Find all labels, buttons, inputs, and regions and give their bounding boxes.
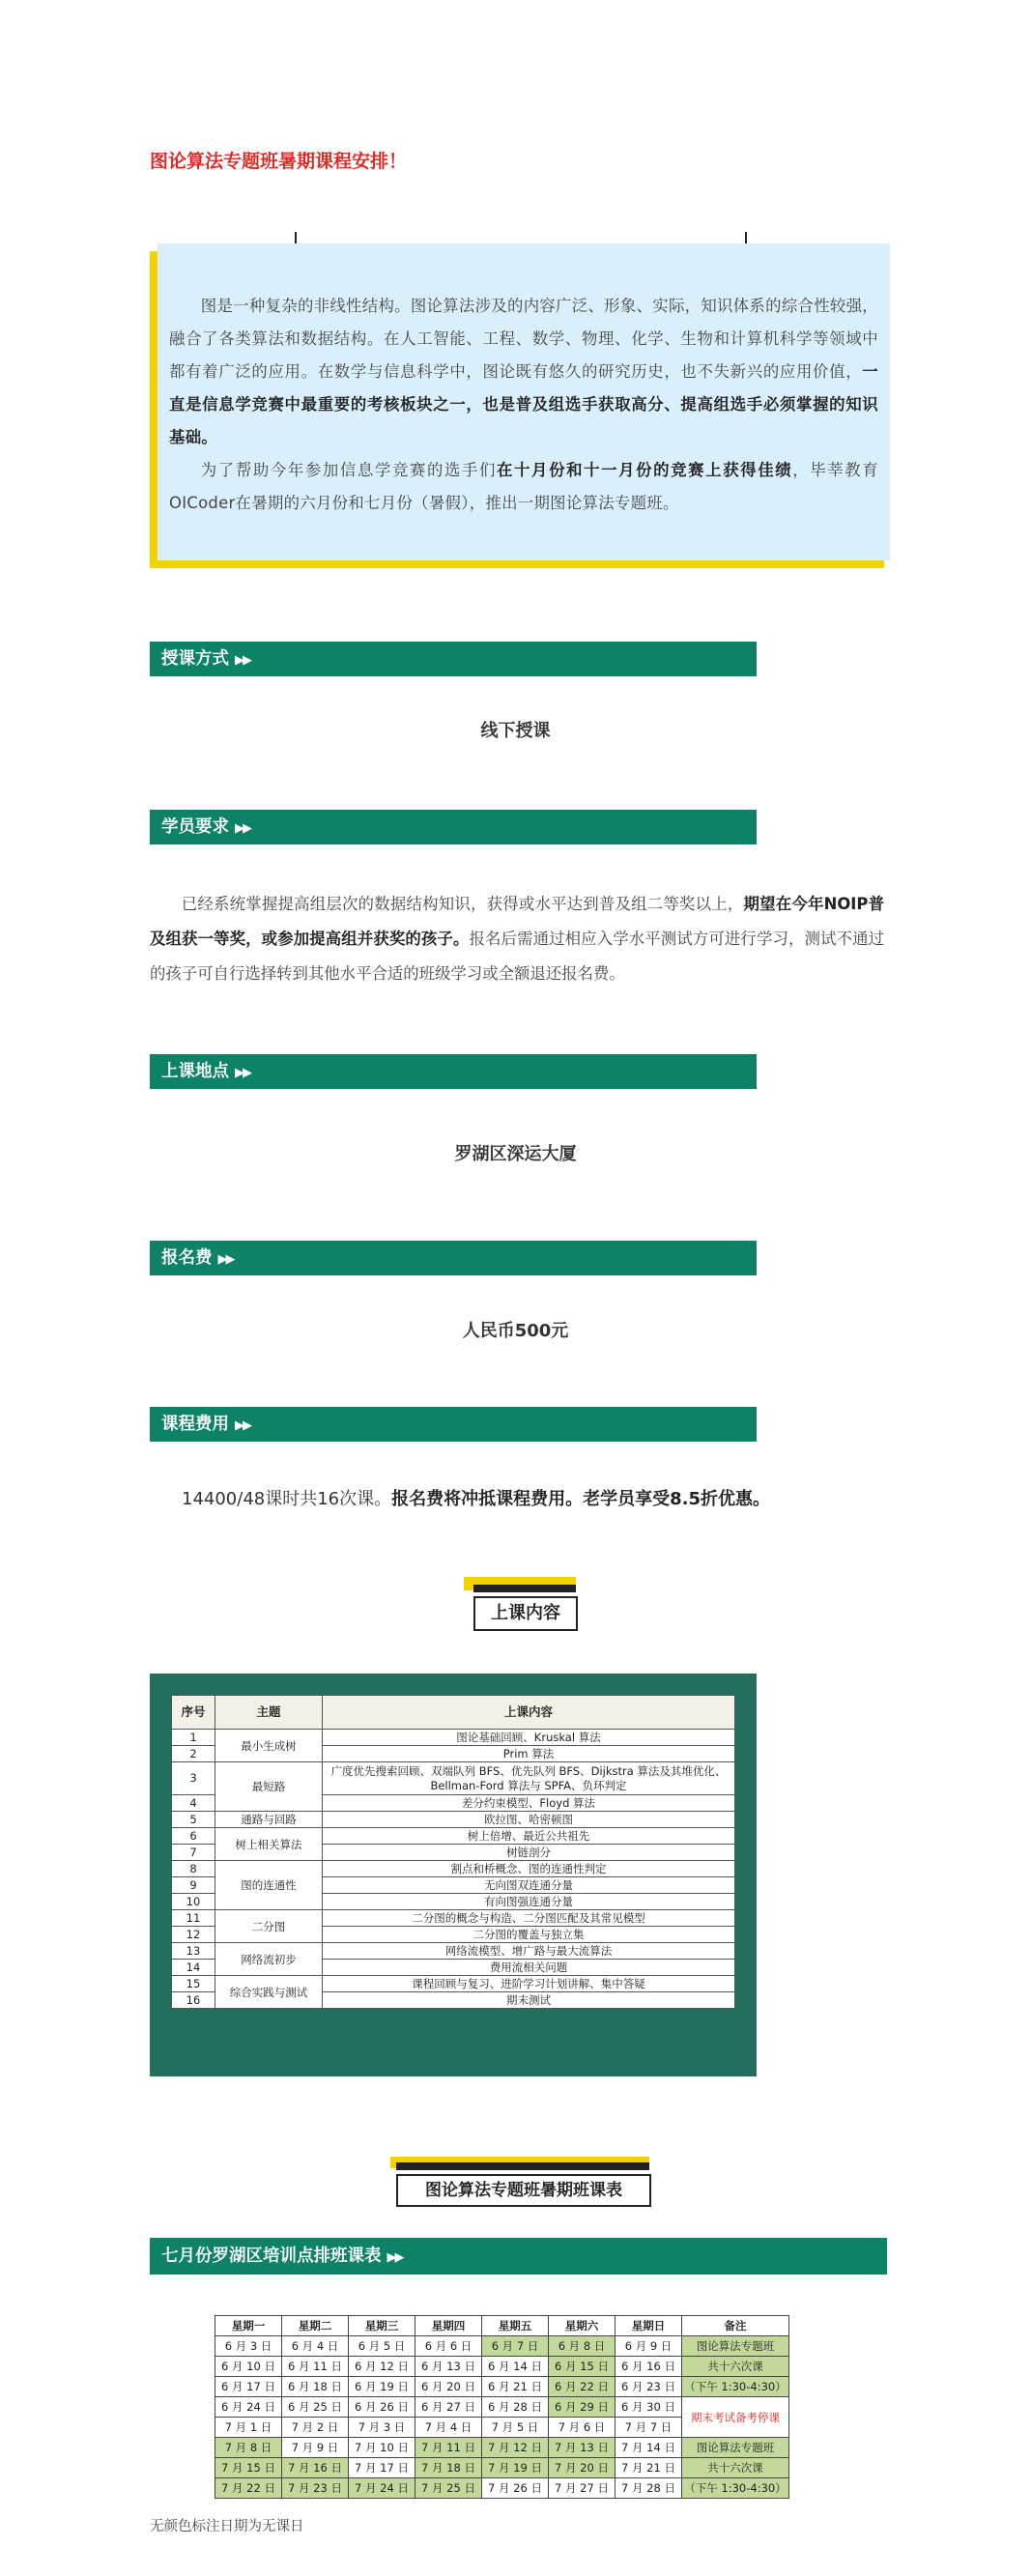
date-cell: 6 月 12 日 [349,2357,415,2377]
cell-index: 10 [172,1894,215,1910]
cell-content: 树链剖分 [323,1845,735,1861]
date-cell: 6 月 27 日 [415,2397,482,2418]
location-value: 罗湖区深运大厦 [454,1144,577,1164]
date-cell-class: 7 月 16 日 [282,2458,349,2478]
cell-index: 16 [172,1992,215,2009]
cell-content: 差分约束模型、Floyd 算法 [323,1795,735,1812]
date-cell: 6 月 30 日 [616,2397,682,2418]
arrow-icon: ▶▶ [235,1418,250,1433]
schedule-table [215,2315,789,2499]
intro-bold: 一直是信息学竞赛中最重要的考核板块之一，也是普及组选手获取高分、提高组选手必须掌握的知识基础。 [169,362,878,446]
arrow-icon: ▶▶ [235,821,250,836]
date-cell: 6 月 10 日 [215,2357,282,2377]
note-cell: （下午 1:30-4:30） [682,2478,789,2499]
date-cell: 6 月 16 日 [616,2357,682,2377]
section-title: 授课方式 [161,649,229,669]
cell-content: 费用流相关问题 [323,1960,735,1976]
content-label: 上课内容 [473,1596,578,1631]
date-cell-class: 7 月 19 日 [482,2458,549,2478]
date-cell-class: 7 月 11 日 [415,2438,482,2458]
section-title: 报名费 [161,1248,213,1268]
date-cell-class: 7 月 12 日 [482,2438,549,2458]
date-cell: 7 月 17 日 [349,2458,415,2478]
schedule-label-dark-accent [396,2162,649,2170]
date-cell: 7 月 7 日 [616,2418,682,2438]
date-cell: 6 月 25 日 [282,2397,349,2418]
footnote: 无颜色标注日期为无课日 [150,2519,304,2534]
table-row [172,1762,735,1795]
date-cell: 6 月 20 日 [415,2377,482,2397]
cell-index: 3 [172,1762,215,1795]
date-cell-class: 6 月 29 日 [549,2397,616,2418]
requirement-bold: 期望在今年NOIP普及组获一等奖，或参加提高组并获奖的孩子。 [150,895,885,948]
table-row [215,2357,789,2377]
cell-content: 欧拉图、哈密顿图 [323,1812,735,1828]
header-note: 备注 [682,2316,789,2336]
note-cell: 共十六次课 [682,2458,789,2478]
date-cell-class: 6 月 22 日 [549,2377,616,2397]
section-bar-requirement [150,810,757,844]
date-cell: 6 月 17 日 [215,2377,282,2397]
cell-index: 8 [172,1861,215,1877]
table-row [172,1730,735,1746]
arrow-icon: ▶▶ [387,2250,403,2265]
header-day: 星期六 [549,2316,616,2336]
date-cell: 6 月 6 日 [415,2336,482,2357]
date-cell: 7 月 27 日 [549,2478,616,2499]
date-cell: 6 月 3 日 [215,2336,282,2357]
requirement-text [150,887,884,991]
date-cell: 7 月 3 日 [349,2418,415,2438]
date-cell: 6 月 18 日 [282,2377,349,2397]
header-content: 上课内容 [323,1696,735,1730]
arrow-icon: ▶▶ [217,1252,234,1267]
schedule-bar-title: 七月份罗湖区培训点排班课表 [161,2247,382,2266]
section-title: 学员要求 [161,817,229,837]
cell-topic: 树上相关算法 [215,1828,323,1861]
content-table-frame [150,1674,757,2076]
date-cell-class: 7 月 15 日 [215,2458,282,2478]
date-cell-class: 6 月 8 日 [549,2336,616,2357]
table-row [172,1910,735,1927]
date-cell-class: 7 月 24 日 [349,2478,415,2499]
section-bar-course-fee [150,1407,757,1442]
cell-content: 二分图的概念与构造、二分图匹配及其常见模型 [323,1910,735,1927]
date-cell: 6 月 19 日 [349,2377,415,2397]
date-cell-class: 7 月 22 日 [215,2478,282,2499]
date-cell: 7 月 21 日 [616,2458,682,2478]
cell-index: 2 [172,1746,215,1762]
section-bar-mode [150,642,757,676]
cell-topic: 图的连通性 [215,1861,323,1910]
intro-text: 为了帮助今年参加信息学竞赛的选手们 [200,461,498,479]
date-cell: 6 月 21 日 [482,2377,549,2397]
note-cell-exam: 期末考试备考停课 [682,2397,789,2438]
date-cell-class: 6 月 15 日 [549,2357,616,2377]
table-row [215,2478,789,2499]
date-cell: 6 月 23 日 [616,2377,682,2397]
course-fee-text [182,1485,770,1510]
table-row [172,1812,735,1828]
table-row [215,2458,789,2478]
mode-value: 线下授课 [480,721,551,741]
cell-topic: 二分图 [215,1910,323,1943]
cell-content: 期末测试 [323,1992,735,2009]
intro-text: ，毕莘教育OICoder在暑期的六月份和七月份（暑假），推出一期图论算法专题班。 [169,461,879,512]
header-day: 星期二 [282,2316,349,2336]
header-day: 星期一 [215,2316,282,2336]
date-cell: 7 月 9 日 [282,2438,349,2458]
course-fee-part: 14400/48课时共16次课。 [182,1489,392,1509]
header-day: 星期五 [482,2316,549,2336]
cell-content: Prim 算法 [323,1746,735,1762]
note-cell: 图论算法专题班 [682,2438,789,2458]
note-cell: 共十六次课 [682,2357,789,2377]
cell-index: 12 [172,1927,215,1943]
header-day: 星期四 [415,2316,482,2336]
content-table-header [172,1696,735,1730]
intro-box [158,243,890,560]
date-cell: 7 月 5 日 [482,2418,549,2438]
date-cell: 7 月 28 日 [616,2478,682,2499]
date-cell: 6 月 4 日 [282,2336,349,2357]
cell-topic: 网络流初步 [215,1943,323,1976]
cell-topic: 综合实践与测试 [215,1976,323,2009]
course-fee-bold: 报名费将冲抵课程费用。老学员享受8.5折优惠。 [391,1489,771,1509]
arrow-icon: ▶▶ [235,1066,250,1080]
intro-paragraph-2 [169,454,878,520]
date-cell: 6 月 26 日 [349,2397,415,2418]
date-cell: 6 月 28 日 [482,2397,549,2418]
cell-topic: 最短路 [215,1762,323,1812]
header-day: 星期三 [349,2316,415,2336]
table-row [172,1828,735,1845]
signup-fee-value: 人民币500元 [462,1321,569,1341]
schedule-header [215,2316,789,2336]
cell-index: 13 [172,1943,215,1960]
cell-content: 课程回顾与复习、进阶学习计划讲解、集中答疑 [323,1976,735,1992]
header-day: 星期日 [616,2316,682,2336]
date-cell-class: 7 月 13 日 [549,2438,616,2458]
date-cell: 6 月 24 日 [215,2397,282,2418]
cell-content: 网络流模型、增广路与最大流算法 [323,1943,735,1960]
date-cell-class: 7 月 8 日 [215,2438,282,2458]
section-title: 课程费用 [161,1415,229,1434]
cell-index: 7 [172,1845,215,1861]
cell-index: 5 [172,1812,215,1828]
schedule-label: 图论算法专题班暑期班课表 [396,2174,651,2207]
table-row [172,1861,735,1877]
header-index: 序号 [172,1696,215,1730]
date-cell-class: 7 月 25 日 [415,2478,482,2499]
table-row [215,2397,789,2418]
cell-content: 树上倍增、最近公共祖先 [323,1828,735,1845]
requirement-part: 报名后需通过相应入学水平测试方可进行学习，测试不通过的孩子可自行选择转到其他水平合适的班级学习或全额退还报名费。 [150,930,885,983]
intro-paragraph-1 [169,290,878,454]
date-cell: 7 月 1 日 [215,2418,282,2438]
arrow-icon: ▶▶ [235,653,250,668]
section-title: 上课地点 [161,1062,229,1081]
cell-index: 15 [172,1976,215,1992]
cell-index: 14 [172,1960,215,1976]
cell-index: 1 [172,1730,215,1746]
page-title: 图论算法专题班暑期课程安排！ [150,151,408,172]
table-row [215,2336,789,2357]
header-topic: 主题 [215,1696,323,1730]
cell-index: 9 [172,1877,215,1894]
date-cell: 7 月 26 日 [482,2478,549,2499]
date-cell: 6 月 13 日 [415,2357,482,2377]
schedule-bar [150,2238,887,2275]
label-dark-accent [473,1585,576,1592]
cell-content: 图论基础回顾、Kruskal 算法 [323,1730,735,1746]
date-cell-class: 6 月 7 日 [482,2336,549,2357]
note-cell: （下午 1:30-4:30） [682,2377,789,2397]
cell-content: 广度优先搜索回顾、双端队列 BFS、优先队列 BFS、Dijkstra 算法及其堆优化、Bellman-Ford 算法与 SPFA、负环判定 [323,1762,735,1795]
date-cell-class: 7 月 20 日 [549,2458,616,2478]
content-table [171,1695,735,2009]
date-cell: 7 月 6 日 [549,2418,616,2438]
table-row [172,1943,735,1960]
table-row [215,2438,789,2458]
cell-content: 无向图双连通分量 [323,1877,735,1894]
cell-index: 4 [172,1795,215,1812]
requirement-part: 已经系统掌握提高组层次的数据结构知识，获得或水平达到普及组二等奖以上， [181,895,744,913]
date-cell: 6 月 11 日 [282,2357,349,2377]
date-cell: 7 月 14 日 [616,2438,682,2458]
date-cell: 7 月 2 日 [282,2418,349,2438]
section-bar-location [150,1054,757,1089]
intro-text: 图是一种复杂的非线性结构。图论算法涉及的内容广泛、形象、实际，知识体系的综合性较强，融合了各类算法和数据结构。在人工智能、工程、数学、物理、化学、生物和计算机科学等领域中都有着广泛的应用。在数学与信息科学中，图论既有悠久的研究历史，也不失新兴的应用价值， [169,297,878,381]
date-cell: 7 月 10 日 [349,2438,415,2458]
intro-bold: 在十月份和十一月份的竞赛上获得佳绩 [497,461,793,479]
cell-content: 有向图强连通分量 [323,1894,735,1910]
note-cell: 图论算法专题班 [682,2336,789,2357]
date-cell-class: 7 月 23 日 [282,2478,349,2499]
date-cell-class: 7 月 18 日 [415,2458,482,2478]
cell-topic: 最小生成树 [215,1730,323,1762]
date-cell: 6 月 14 日 [482,2357,549,2377]
cell-topic: 通路与回路 [215,1812,323,1828]
table-row [215,2377,789,2397]
cell-content: 割点和桥概念、图的连通性判定 [323,1861,735,1877]
date-cell: 7 月 4 日 [415,2418,482,2438]
date-cell: 6 月 9 日 [616,2336,682,2357]
cell-index: 11 [172,1910,215,1927]
cell-content: 二分图的覆盖与独立集 [323,1927,735,1943]
table-row [172,1976,735,1992]
cell-index: 6 [172,1828,215,1845]
section-bar-signup-fee [150,1241,757,1275]
date-cell: 6 月 5 日 [349,2336,415,2357]
